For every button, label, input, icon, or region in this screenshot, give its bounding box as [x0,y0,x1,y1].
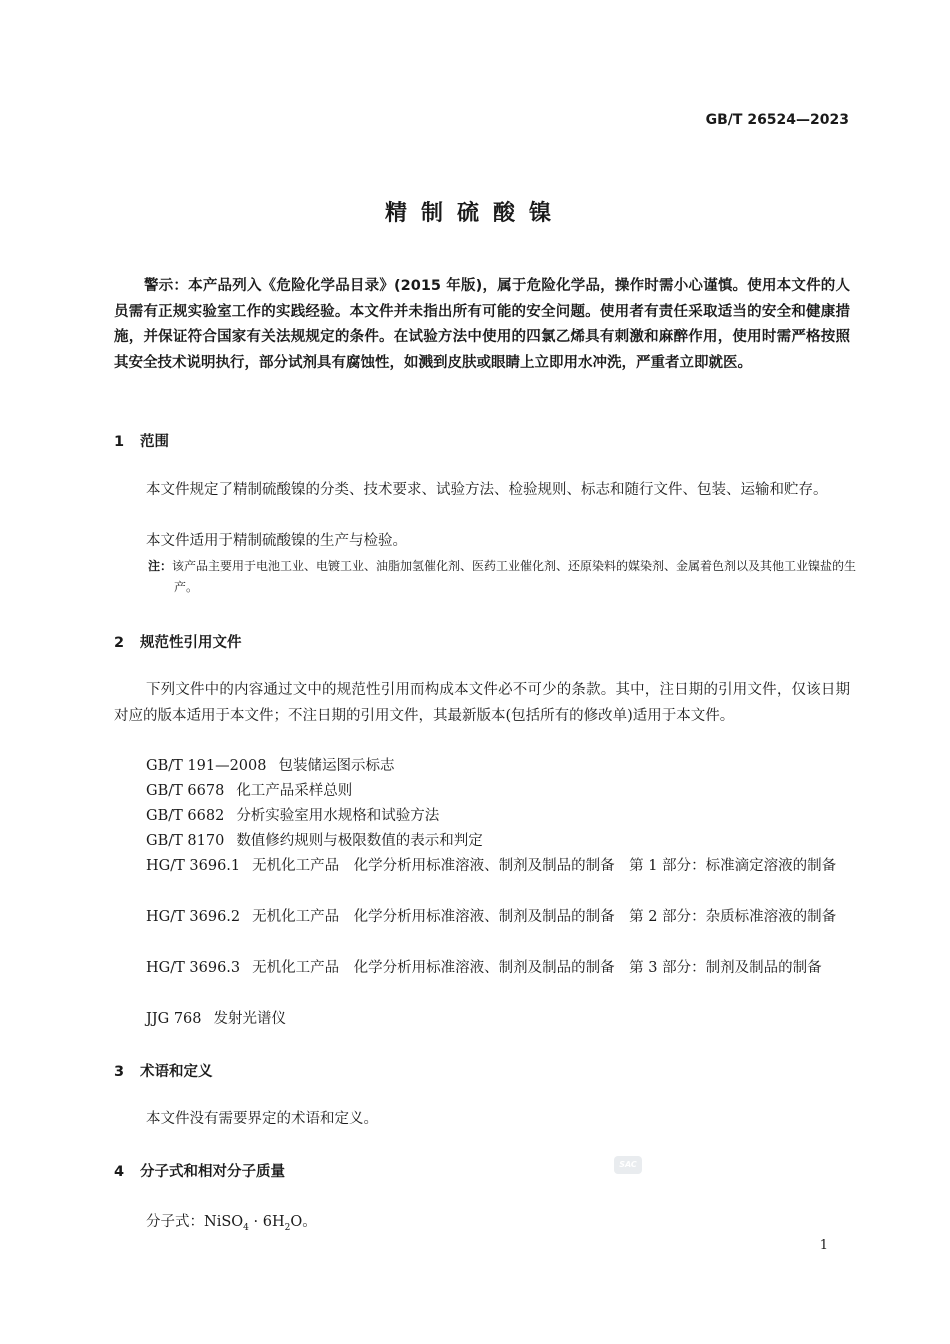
reference-item [114,854,850,880]
reference-code: HG/T 3696.3 [146,960,241,976]
section-number: 1 [114,434,125,450]
reference-item [114,804,850,830]
scope-paragraph-1: 本文件规定了精制硫酸镍的分类、技术要求、试验方法、检验规则、标志和随行文件、包装、运输和贮存。 [146,482,828,498]
scope-paragraph-2: 本文件适用于精制硫酸镍的生产与检验。 [146,533,407,549]
scope-note [148,556,876,598]
section-4-heading [114,1160,285,1181]
reference-title: 包装储运图示标志 [278,758,395,774]
standard-number: GB/T 26524—2023 [705,112,849,128]
section-number: 4 [114,1164,125,1180]
page-number: 1 [819,1238,828,1253]
section-number: 2 [114,635,125,651]
formula-subscript: 2 [284,1222,291,1233]
reference-title: 无机化工产品 化学分析用标准溶液、制剂及制品的制备 第 3 部分：制剂及制品的制备 [252,960,822,976]
note-text: 该产品主要用于电池工业、电镀工业、油脂加氢催化剂、医药工业催化剂、还原染料的媒染剂、金属着色剂以及其他工业镍盐的生产。 [172,559,857,594]
molecular-formula [146,1210,317,1233]
reference-item [114,956,850,982]
formula-part: NiSO [204,1214,244,1230]
reference-item [114,754,850,780]
formula-subscript: 4 [243,1222,249,1233]
reference-code: GB/T 191—2008 [146,758,267,774]
formula-label: 分子式： [146,1214,204,1230]
reference-code: HG/T 3696.1 [146,858,241,874]
section-2-heading [114,631,242,652]
section-title: 范围 [140,434,169,450]
formula-part: O。 [290,1214,317,1230]
reference-item [114,829,850,855]
normative-intro: 下列文件中的内容通过文中的规范性引用而构成本文件必不可少的条款。其中，注日期的引用文件，仅该日期对应的版本适用于本文件；不注日期的引用文件，其最新版本(包括所有的修改单)适用于本文件。 [114,682,850,724]
reference-code: GB/T 8170 [146,833,225,849]
section-1-heading [114,430,169,451]
reference-code: GB/T 6682 [146,808,225,824]
terms-paragraph: 本文件没有需要界定的术语和定义。 [146,1111,378,1127]
reference-title: 发射光谱仪 [213,1011,286,1027]
formula-part: · 6H [248,1214,285,1230]
section-title: 术语和定义 [140,1064,213,1080]
reference-title: 无机化工产品 化学分析用标准溶液、制剂及制品的制备 第 1 部分：标准滴定溶液的制备 [252,858,837,874]
reference-item [114,905,850,931]
reference-code: JJG 768 [146,1011,202,1027]
reference-title: 数值修约规则与极限数值的表示和判定 [236,833,483,849]
warning-paragraph: 警示：本产品列入《危险化学品目录》(2015 年版)，属于危险化学品，操作时需小心谨慎。使用本文件的人员需有正规实验室工作的实践经验。本文件并未指出所有可能的安全问题。使用者有责任采取适当的安全和健康措施，并保证符合国家有关法规规定的条件。在试验方法中使用的四氯乙烯具有刺激和麻醉作用，使用时需严格按照其安全技术说明执行，部分试剂具有腐蚀性，如溅到皮肤或眼睛上立即用水冲洗，严重者立即就医。 [114,278,850,371]
reference-item [114,779,850,805]
sac-watermark-logo: SAC [614,1156,642,1174]
reference-item [114,1007,850,1033]
section-title: 规范性引用文件 [140,635,242,651]
reference-title: 无机化工产品 化学分析用标准溶液、制剂及制品的制备 第 2 部分：杂质标准溶液的制备 [252,909,837,925]
section-3-heading [114,1060,213,1081]
section-title: 分子式和相对分子质量 [140,1164,285,1180]
reference-code: HG/T 3696.2 [146,909,241,925]
reference-code: GB/T 6678 [146,783,225,799]
note-label: 注： [148,559,173,573]
reference-title: 化工产品采样总则 [236,783,353,799]
reference-title: 分析实验室用水规格和试验方法 [236,808,440,824]
document-title: 精制硫酸镍 [384,201,565,226]
section-number: 3 [114,1064,125,1080]
